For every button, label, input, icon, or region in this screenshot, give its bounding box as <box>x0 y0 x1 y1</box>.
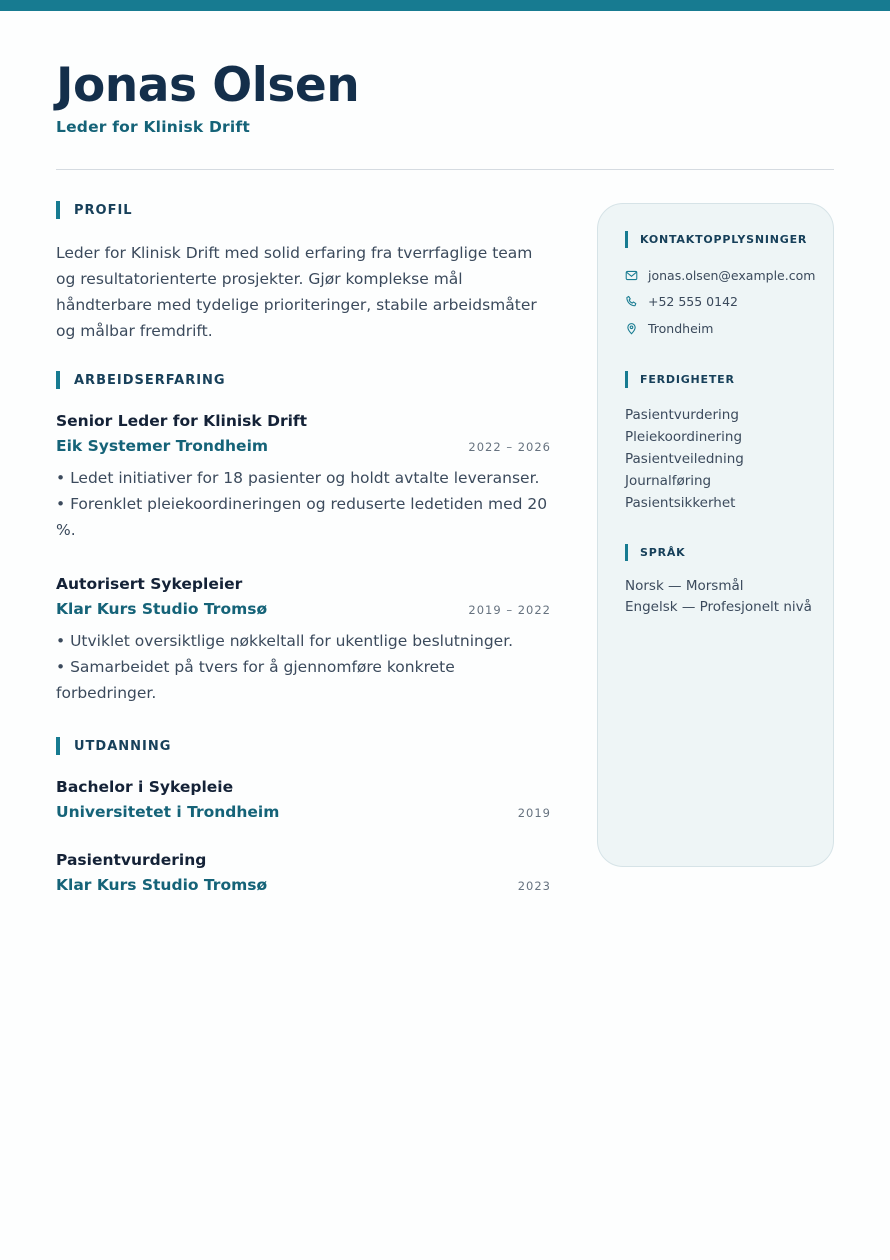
education-degree: Bachelor i Sykepleie <box>56 778 234 796</box>
section-title-experience: ARBEIDSERFARING <box>56 370 551 390</box>
section-marker <box>625 371 628 388</box>
education-degree: Pasientvurdering <box>56 851 207 869</box>
candidate-name: Jonas Olsen <box>56 58 360 113</box>
education-meta <box>56 803 551 821</box>
education-meta <box>56 876 551 894</box>
job-title: Senior Leder for Klinisk Drift <box>56 412 308 430</box>
job-bullet: • Utviklet oversiktlige nøkkeltall for ukentlige beslutninger. <box>56 632 514 650</box>
skill-item: Pasientsikkerhet <box>625 495 736 512</box>
section-marker <box>625 544 628 561</box>
section-marker <box>56 371 60 389</box>
skill-item: Pasientveiledning <box>625 450 744 467</box>
candidate-role: Leder for Klinisk Drift <box>56 118 250 136</box>
job-bullet: • Forenklet pleiekoordineringen og reduserte ledetiden med 20 %. <box>56 495 548 539</box>
profile-text: Leder for Klinisk Drift med solid erfaring fra tverrfaglige team og resultatorienterte prosjekter. Gjør komplekse mål håndterbare med tydelige prioriteringer, stabile arbeidsmåter og målbar fremdrift. <box>56 244 537 340</box>
education-entry <box>56 849 551 894</box>
header <box>56 56 834 136</box>
job-dates: 2022 – 2026 <box>468 440 551 454</box>
header-divider <box>56 169 834 170</box>
education-year: 2023 <box>517 879 551 893</box>
job-company: Eik Systemer Trondheim <box>56 437 269 455</box>
job-company: Klar Kurs Studio Tromsø <box>56 600 268 618</box>
job-title: Autorisert Sykepleier <box>56 575 243 593</box>
sidebar <box>597 203 834 867</box>
main-column <box>56 200 551 894</box>
job-bullets <box>56 628 551 706</box>
job-meta <box>56 600 551 618</box>
education-entry <box>56 776 551 821</box>
contact-list <box>625 262 833 342</box>
languages-list <box>625 576 833 619</box>
languages-section <box>625 544 833 619</box>
section-title-profile: PROFIL <box>56 200 551 220</box>
experience-section <box>56 370 551 706</box>
contact-phone[interactable] <box>625 289 833 316</box>
profile-section <box>56 200 551 344</box>
contact-phone-text: +52 555 0142 <box>648 294 738 310</box>
contact-location <box>625 315 833 342</box>
language-item: Norsk — Morsmål <box>625 577 744 594</box>
job-meta <box>56 437 551 455</box>
contact-email[interactable] <box>625 262 833 289</box>
skill-item: Journalføring <box>625 473 712 490</box>
education-school: Klar Kurs Studio Tromsø <box>56 876 268 894</box>
top-accent-bar <box>0 0 890 11</box>
job-bullet: • Samarbeidet på tvers for å gjennomføre konkrete forbedringer. <box>56 658 455 702</box>
mail-icon <box>625 269 638 282</box>
job-entry <box>56 573 551 706</box>
skill-item: Pasientvurdering <box>625 406 739 423</box>
phone-icon <box>625 295 638 308</box>
section-marker <box>625 231 628 248</box>
contact-location-text: Trondheim <box>648 320 714 336</box>
job-bullet: • Ledet initiativer for 18 pasienter og holdt avtalte leveranser. <box>56 469 540 487</box>
contact-email-text: jonas.olsen@example.com <box>648 267 816 283</box>
skills-list <box>625 404 833 515</box>
education-year: 2019 <box>517 806 551 820</box>
education-school: Universitetet i Trondheim <box>56 803 280 821</box>
location-pin-icon <box>625 322 638 335</box>
job-bullets <box>56 465 551 543</box>
section-title-skills: FERDIGHETER <box>625 371 833 389</box>
contact-section <box>625 230 833 342</box>
section-marker <box>56 201 60 219</box>
section-title-contact: KONTAKTOPPLYSNINGER <box>625 230 833 248</box>
education-section <box>56 736 551 894</box>
job-dates: 2019 – 2022 <box>468 603 551 617</box>
section-marker <box>56 737 60 755</box>
section-title-languages: SPRÅK <box>625 544 833 562</box>
language-item: Engelsk — Profesjonelt nivå <box>625 599 812 616</box>
job-entry <box>56 410 551 543</box>
skill-item: Pleiekoordinering <box>625 428 743 445</box>
section-title-education: UTDANNING <box>56 736 551 756</box>
skills-section <box>625 371 833 515</box>
